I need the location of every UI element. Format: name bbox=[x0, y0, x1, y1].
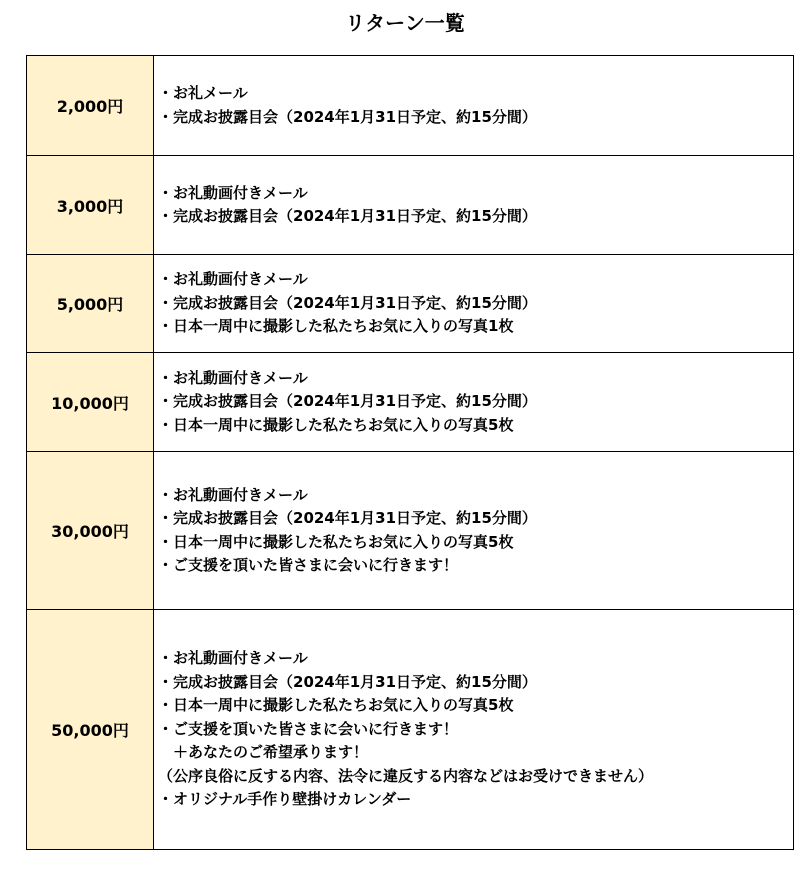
return-item: ・完成お披露目会（2024年1月31日予定、約15分間） bbox=[158, 392, 537, 411]
return-item: ＋あなたのご希望承ります！ bbox=[158, 743, 369, 762]
return-item: ・完成お披露目会（2024年1月31日予定、約15分間） bbox=[158, 207, 537, 225]
return-items bbox=[154, 353, 794, 452]
return-item: ・ご支援を頂いた皆さまに会いに行きます！ bbox=[158, 719, 459, 738]
return-item: ・ご支援を頂いた皆さまに会いに行きます！ bbox=[158, 556, 459, 574]
return-item: ・お礼動画付きメール bbox=[158, 485, 308, 504]
return-row bbox=[27, 156, 794, 255]
return-item: ・お礼動画付きメール bbox=[158, 270, 308, 289]
return-row bbox=[27, 56, 794, 156]
return-price: 3,000円 bbox=[27, 156, 154, 255]
return-item: ・お礼動画付きメール bbox=[158, 649, 308, 668]
return-item: ・お礼メール bbox=[158, 84, 248, 102]
return-items bbox=[154, 452, 794, 610]
return-item: ・お礼動画付きメール bbox=[158, 368, 308, 387]
page-title: リターン一覧 bbox=[345, 11, 465, 35]
return-item: ・日本一周中に撮影した私たちお気に入りの写真1枚 bbox=[158, 317, 514, 336]
return-row bbox=[27, 353, 794, 452]
return-row bbox=[27, 452, 794, 610]
return-item: ・お礼動画付きメール bbox=[158, 183, 308, 202]
return-price: 30,000円 bbox=[27, 452, 154, 610]
return-price: 5,000円 bbox=[27, 255, 154, 353]
return-item: ・日本一周中に撮影した私たちお気に入りの写真5枚 bbox=[158, 696, 514, 715]
return-item: ・完成お披露目会（2024年1月31日予定、約15分間） bbox=[158, 107, 537, 126]
return-items bbox=[154, 156, 794, 255]
return-item: ・完成お披露目会（2024年1月31日予定、約15分間） bbox=[158, 509, 537, 527]
return-items bbox=[154, 56, 794, 156]
return-items bbox=[154, 610, 794, 850]
return-item: ・日本一周中に撮影した私たちお気に入りの写真5枚 bbox=[158, 415, 514, 434]
returns-table bbox=[26, 55, 794, 850]
return-row bbox=[27, 255, 794, 353]
return-items bbox=[154, 255, 794, 353]
return-row bbox=[27, 610, 794, 850]
return-price: 50,000円 bbox=[27, 610, 154, 850]
return-item: （公序良俗に反する内容、法令に違反する内容などはお受けできません） bbox=[158, 766, 654, 785]
return-item: ・日本一周中に撮影した私たちお気に入りの写真5枚 bbox=[158, 532, 514, 551]
return-item: ・オリジナル手作り壁掛けカレンダー bbox=[158, 790, 412, 809]
return-price: 10,000円 bbox=[27, 353, 154, 452]
return-item: ・完成お披露目会（2024年1月31日予定、約15分間） bbox=[158, 293, 537, 312]
return-item: ・完成お披露目会（2024年1月31日予定、約15分間） bbox=[158, 672, 537, 691]
return-price: 2,000円 bbox=[27, 56, 154, 156]
